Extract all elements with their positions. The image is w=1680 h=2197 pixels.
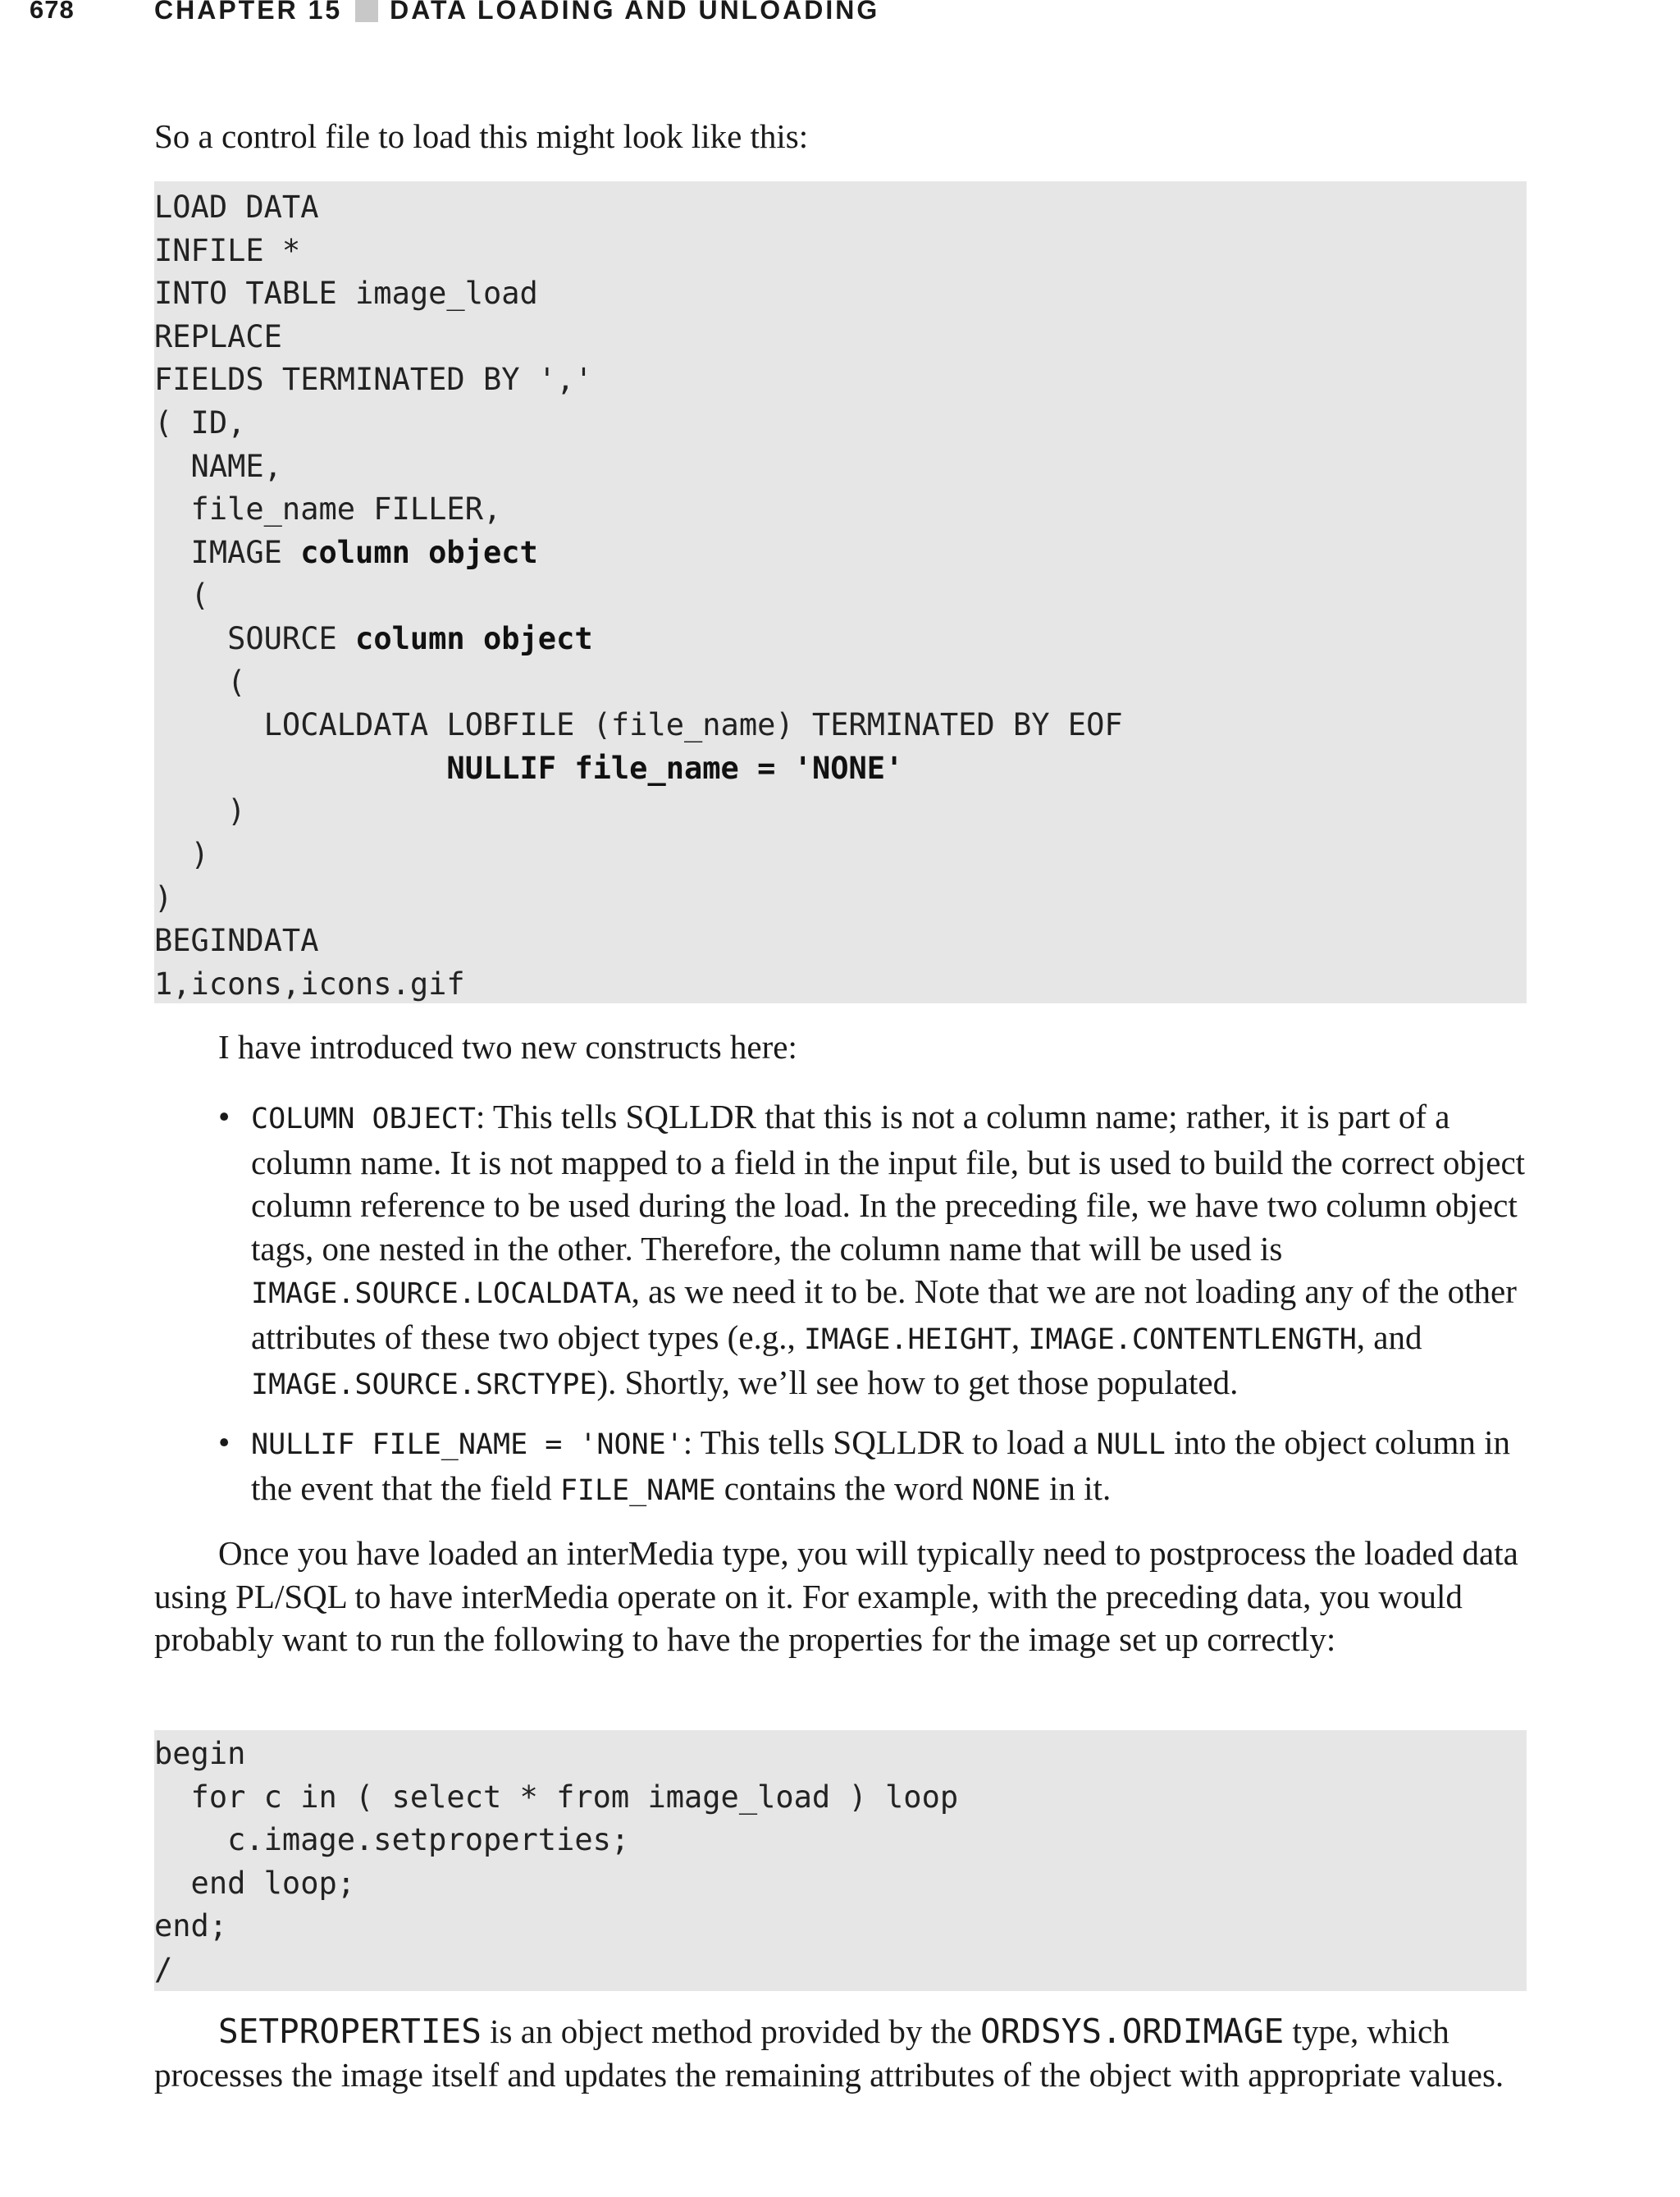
code-block-control-file <box>154 181 1527 1003</box>
code-line <box>154 747 1527 791</box>
bullet-nullif <box>218 1421 1531 1512</box>
code-text: NAME, <box>154 448 282 484</box>
code-line <box>154 186 1527 230</box>
inline-code: NULLIF FILE_NAME = 'NONE' <box>251 1428 683 1461</box>
code-line <box>154 661 1527 705</box>
code-text: ) <box>154 879 173 916</box>
code-line <box>154 272 1527 316</box>
code-text: ( <box>154 664 246 700</box>
code-line <box>154 488 1527 532</box>
code-text: / <box>154 1951 173 1987</box>
header-square-icon <box>355 0 378 22</box>
code-text: LOAD DATA <box>154 190 319 225</box>
code-keyword: column object <box>355 620 593 656</box>
bullet-dot-icon: • <box>218 1098 231 1135</box>
code-line <box>154 445 1527 489</box>
code-text: c.image.setproperties; <box>154 1822 630 1858</box>
code-line <box>154 402 1527 445</box>
code-text: 1,icons,icons.gif <box>154 966 465 1002</box>
code-text: file_name FILLER, <box>154 491 502 528</box>
code-line <box>154 1905 1527 1948</box>
text-run: type, which processes the image itself and updates the remaining attributes of the object with appropriate values. <box>154 2012 1504 2094</box>
code-line <box>154 790 1527 834</box>
code-text: end; <box>154 1908 228 1944</box>
postprocess-paragraph: Once you have loaded an interMedia type, you will typically need to postprocess the loaded data using PL/SQL to have interMedia operate on it. For example, with the preceding data, you would probably want to run the following to have the properties for the image set up correctly: <box>154 1534 1518 1658</box>
code-line <box>154 834 1527 877</box>
bullet-text <box>251 1098 1525 1401</box>
code-text: IMAGE <box>154 534 301 570</box>
code-line <box>154 1776 1527 1820</box>
code-text <box>154 751 446 786</box>
code-line <box>154 963 1527 1007</box>
inline-code: SETPROPERTIES <box>218 2012 482 2051</box>
text-run: into the object column in the event that the field <box>251 1423 1511 1507</box>
bullet-text <box>251 1423 1510 1507</box>
code-line <box>154 1733 1527 1776</box>
inline-code: FILE_NAME <box>559 1473 716 1507</box>
bullet-column-object <box>218 1095 1531 1407</box>
inline-code: NULL <box>1096 1428 1166 1461</box>
inline-code: COLUMN OBJECT <box>251 1103 476 1135</box>
code-text: INFILE * <box>154 232 301 268</box>
code-text: ( ID, <box>154 404 246 441</box>
inline-code: ORDSYS.ORDIMAGE <box>979 2012 1285 2051</box>
text-run: contains the word <box>715 1468 972 1507</box>
code-block-plsql <box>154 1730 1527 1991</box>
code-line <box>154 1862 1527 1906</box>
bullet-dot-icon: • <box>218 1423 231 1461</box>
code-text: LOCALDATA LOBFILE (file_name) TERMINATED BY EOF <box>154 707 1123 743</box>
text-run: : This tells SQLLDR that this is not a column name; rather, it is part of a column name. It is not mapped to a field in the input file, but is used to build the correct object column reference to be used during the load. In the preceding file, we have two column object tags, one nested in the other. Therefore, the column name that will be used is <box>251 1098 1526 1268</box>
code-line <box>154 359 1527 402</box>
text-run: , <box>1011 1318 1029 1356</box>
code-keyword: column object <box>300 534 538 570</box>
setproperties-paragraph <box>154 2010 1532 2096</box>
constructs-intro-paragraph: I have introduced two new constructs here: <box>218 1028 797 1066</box>
running-header <box>154 0 879 25</box>
text-run: in it. <box>1040 1468 1112 1507</box>
code-text: FIELDS TERMINATED BY ',' <box>154 362 593 398</box>
inline-code: IMAGE.HEIGHT <box>804 1322 1011 1356</box>
code-text: SOURCE <box>154 620 356 656</box>
code-keyword: NULLIF file_name = 'NONE' <box>446 750 904 786</box>
text-run: is an object method provided by the <box>481 2012 980 2050</box>
code-line <box>154 618 1527 661</box>
code-text: INTO TABLE image_load <box>154 276 538 312</box>
code-text: REPLACE <box>154 318 282 354</box>
text-run: : This tells SQLLDR to load a <box>682 1423 1097 1461</box>
code-line <box>154 574 1527 618</box>
code-line <box>154 1819 1527 1862</box>
code-text: begin <box>154 1736 246 1771</box>
inline-code: NONE <box>971 1473 1041 1507</box>
inline-code: IMAGE.SOURCE.LOCALDATA <box>251 1277 632 1310</box>
text-run: , and <box>1356 1318 1422 1356</box>
code-line <box>154 877 1527 920</box>
code-line <box>154 704 1527 747</box>
inline-code: IMAGE.CONTENTLENGTH <box>1028 1322 1357 1356</box>
inline-code: IMAGE.SOURCE.SRCTYPE <box>251 1368 597 1401</box>
chapter-label: CHAPTER 15 <box>154 0 343 25</box>
chapter-title: DATA LOADING AND UNLOADING <box>390 0 880 25</box>
page-number: 678 <box>30 0 75 24</box>
code-text: ) <box>154 836 209 872</box>
code-line <box>154 1948 1527 1992</box>
code-text: for c in ( select * from image_load ) loop <box>154 1779 959 1815</box>
code-text: ) <box>154 793 246 829</box>
code-text: end loop; <box>154 1865 356 1901</box>
text-run: ). Shortly, we’ll see how to get those populated. <box>596 1363 1239 1401</box>
code-text: ( <box>154 578 209 614</box>
code-line <box>154 920 1527 963</box>
code-line <box>154 316 1527 359</box>
code-line <box>154 532 1527 575</box>
code-line <box>154 230 1527 273</box>
text-run: , as we need it to be. Note that we are not loading any of the other attributes of these two object types (e.g., <box>251 1272 1517 1356</box>
intro-paragraph: So a control file to load this might look like this: <box>154 117 809 155</box>
code-text: BEGINDATA <box>154 923 319 959</box>
